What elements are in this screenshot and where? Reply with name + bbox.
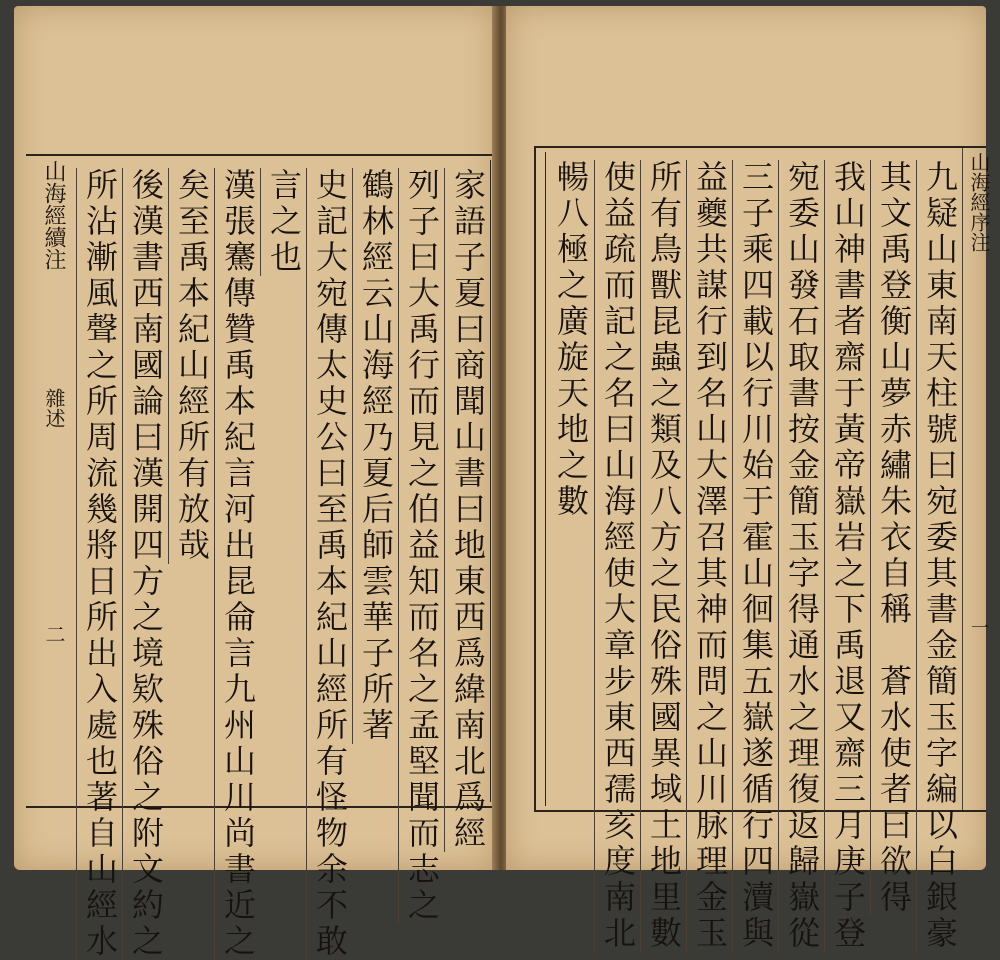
right-frame-rule [545, 152, 546, 806]
left-column-1: 家語子夏曰商聞山書曰地東西爲緯南北爲經 [444, 168, 491, 852]
right-column-1: 九疑山東南天柱號曰宛委其書金簡玉字編以白銀豪 [916, 160, 963, 952]
right-page [506, 6, 991, 952]
right-margin-page: 一 [968, 618, 989, 636]
right-column-4: 宛委山發石取書按金簡玉字得通水之理復返歸嶽從 [778, 160, 825, 952]
left-column-8: 後漢書西南國論曰漢開四方之境欵殊俗之附文約之 [122, 168, 169, 960]
left-column-3: 鶴林經云山海經乃夏后師雲華子所著 [352, 168, 399, 744]
left-text-frame [26, 154, 502, 960]
right-column-5: 三子乘四載以行川始于霍山徊集五嶽遂循行四瀆與 [732, 160, 779, 952]
left-page [14, 6, 496, 960]
right-column-8: 使益疏而記之名曰山海經使大章步東西孺亥度南北 [594, 160, 641, 952]
right-column-7: 所有鳥獸昆蟲之類及八方之民俗殊國異域土地里數 [640, 160, 687, 952]
right-text-frame [534, 146, 991, 952]
right-margin-strip [962, 148, 991, 810]
left-column-5: 言之也 [260, 168, 307, 276]
left-margin-title: 山海經續注 [41, 160, 66, 270]
left-column-9: 所沾漸風聲之所周流幾將日所出入處也著自山經水 [76, 168, 123, 960]
right-column-2: 其文禹登衡山夢赤繡朱衣自稱 蒼水使者曰欲得 [870, 160, 917, 916]
right-margin-title: 山海經序注 [967, 152, 991, 252]
left-margin-section: 雜述 [42, 388, 66, 428]
right-column-3: 我山神書者齋于黃帝嶽岩之下禹退又齋三月庚子登 [824, 160, 871, 952]
left-column-6: 漢張騫傳贊禹本紀言河出昆侖言九州山川尚書近之 [214, 168, 261, 960]
left-column-7: 矣至禹本紀山經所有放哉 [168, 168, 215, 564]
left-margin-page: 二 [42, 624, 66, 644]
left-margin-strip [26, 156, 78, 806]
right-column-6: 益夔共謀行到名山大澤召其神而問之山川脉理金玉 [686, 160, 733, 952]
left-column-4: 史記大宛傳太史公曰至禹本紀山經所有怪物余不敢 [306, 168, 353, 960]
right-column-9: 暢八極之廣旋天地之數 [552, 160, 590, 520]
left-column-2: 列子曰大禹行而見之伯益知而名之孟堅聞而志之 [398, 168, 445, 924]
